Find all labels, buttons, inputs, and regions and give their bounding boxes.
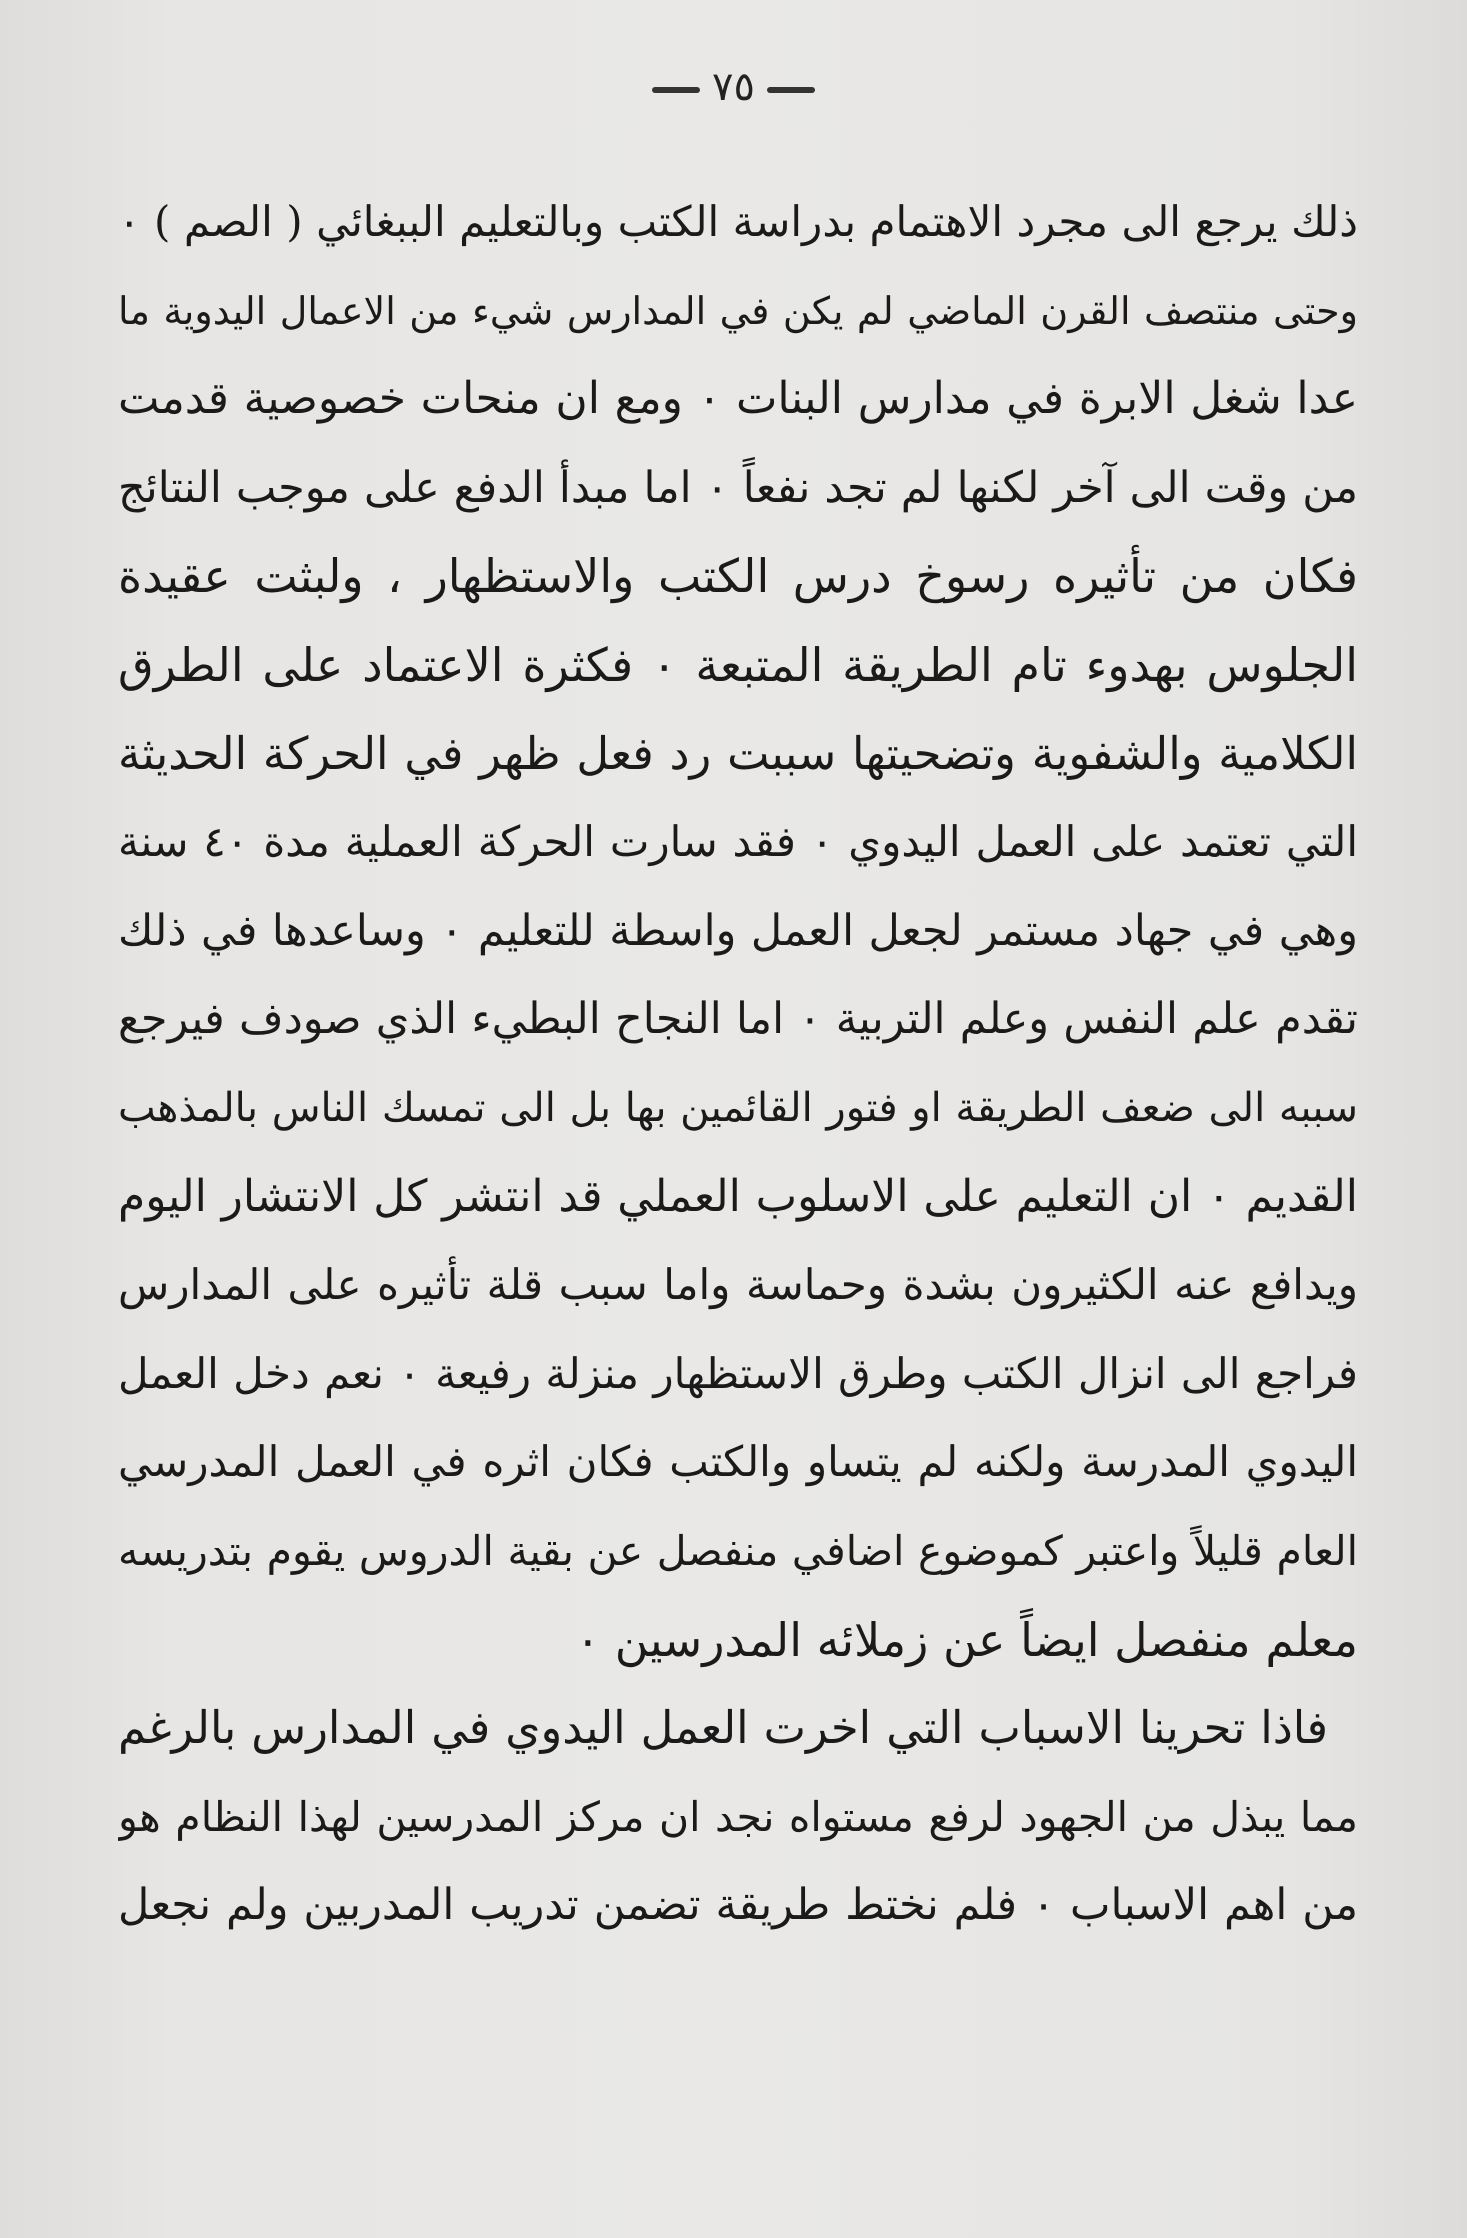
- text-line-paragraph-start: فاذا تحرينا الاسباب التي اخرت العمل اليدوي في المدارس بالرغم: [118, 1701, 1328, 1755]
- text-line: وحتى منتصف القرن الماضي لم يكن في المدارس شيء من الاعمال اليدوية ما: [118, 288, 1358, 333]
- text-line: عدا شغل الابرة في مدارس البنات ٠ ومع ان منحات خصوصية قدمت: [118, 373, 1358, 425]
- page-header: [0, 62, 1467, 112]
- text-line: من اهم الاسباب ٠ فلم نختط طريقة تضمن تدريب المدربين ولم نجعل: [118, 1880, 1358, 1931]
- text-line: ذلك يرجع الى مجرد الاهتمام بدراسة الكتب وبالتعليم الببغائي ( الصم ) ٠: [118, 197, 1358, 246]
- header-dash-left: [767, 87, 815, 93]
- body-text: [118, 178, 1358, 1950]
- page-number: ٧٥: [712, 64, 755, 110]
- text-line: الكلامية والشفوية وتضحيتها سببت رد فعل ظهر في الحركة الحديثة: [118, 726, 1358, 780]
- text-line: فراجع الى انزال الكتب وطرق الاستظهار منزلة رفيعة ٠ نعم دخل العمل: [118, 1348, 1358, 1398]
- text-line: مما يبذل من الجهود لرفع مستواه نجد ان مركز المدرسين لهذا النظام هو: [118, 1792, 1358, 1841]
- text-line: التي تعتمد على العمل اليدوي ٠ فقد سارت الحركة العملية مدة ٤٠ سنة: [118, 817, 1358, 867]
- header-dash-right: [652, 87, 700, 93]
- text-line: وهي في جهاد مستمر لجعل العمل واسطة للتعليم ٠ وساعدها في ذلك: [118, 905, 1358, 956]
- text-line: ويدافع عنه الكثيرون بشدة وحماسة واما سبب قلة تأثيره على المدارس: [118, 1260, 1358, 1310]
- text-line: تقدم علم النفس وعلم التربية ٠ اما النجاح البطيء الذي صودف فيرجع: [118, 994, 1358, 1045]
- text-line: الجلوس بهدوء تام الطريقة المتبعة ٠ فكثرة الاعتماد على الطرق: [118, 637, 1358, 692]
- text-line: القديم ٠ ان التعليم على الاسلوب العملي قد انتشر كل الانتشار اليوم: [118, 1170, 1358, 1222]
- text-line: فكان من تأثيره رسوخ درس الكتب والاستظهار ، ولبثت عقيدة: [118, 549, 1358, 604]
- text-line: العام قليلاً واعتبر كموضوع اضافي منفصل عن بقية الدروس يقوم بتدريسه: [118, 1526, 1358, 1575]
- text-line-paragraph-end: معلم منفصل ايضاً عن زملائه المدرسين ٠: [575, 1612, 1358, 1667]
- text-line: سببه الى ضعف الطريقة او فتور القائمين بها بل الى تمسك الناس بالمذهب: [118, 1084, 1358, 1131]
- text-line: اليدوي المدرسة ولكنه لم يتساو والكتب فكان اثره في العمل المدرسي: [118, 1437, 1358, 1487]
- text-line: من وقت الى آخر لكنها لم تجد نفعاً ٠ اما مبدأ الدفع على موجب النتائج: [118, 462, 1358, 513]
